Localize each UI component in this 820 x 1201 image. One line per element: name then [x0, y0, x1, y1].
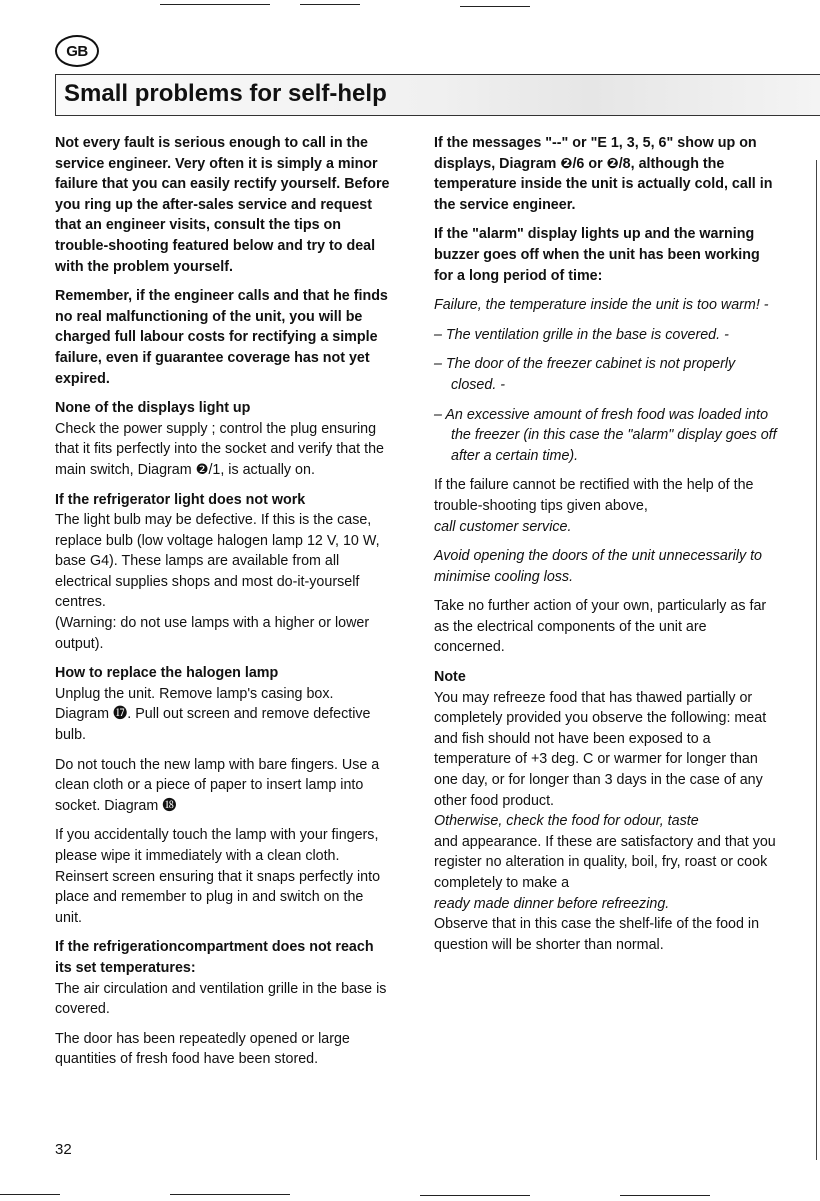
- note-otherwise-rest: and appearance. If these are satisfactory and that you register no alteration in quality, boil, fry, roast or cook completely to make a: [434, 833, 776, 891]
- section-heading: If the refrigerator light does not work: [55, 491, 306, 508]
- page-edge: [816, 160, 817, 1160]
- page-title: Small problems for self-help: [64, 80, 387, 107]
- section-temperature: [55, 937, 390, 1019]
- remember-paragraph: Remember, if the engineer calls and that he finds no real malfunctioning of the unit, you will be charged full labour costs for rectifying a simple failure, even if guarantee coverage has not yet expired.: [55, 288, 388, 387]
- cannot-rectify-text: If the failure cannot be rectified with the help of the trouble-shooting tips given above,: [434, 477, 754, 514]
- section-body: The light bulb may be defective. If this is the case, replace bulb (low voltage halogen lamp 12 V, 10 W, base G4). These lamps are available from all electrical supplies shops and most do-it-yourself centres.: [55, 512, 380, 611]
- page-number: 32: [55, 1141, 72, 1158]
- section-heading: None of the displays light up: [55, 400, 251, 417]
- call-service-text: call customer service.: [434, 518, 572, 535]
- intro-paragraph: Not every fault is serious enough to call in the service engineer. Very often it is simply a minor failure that you can easily rectify yourself. Before you ring up the after-sales service and request that an engineer visits, consult the tips on trouble-shooting featured below and try to deal with the problem yourself.: [55, 135, 390, 275]
- alarm-paragraph: If the "alarm" display lights up and the warning buzzer goes off when the unit has been working for a long period of time:: [434, 226, 760, 284]
- section-body: The air circulation and ventilation grille in the base is covered.: [55, 980, 387, 1018]
- section-body: Check the power supply ; control the plug ensuring that it fits perfectly into the socket and verify that the main switch, Diagram ❷/1, is actually on.: [55, 420, 384, 478]
- section-light: [55, 490, 390, 655]
- scan-line-top: [460, 6, 530, 7]
- scan-line-top: [160, 4, 270, 5]
- section-body: Unplug the unit. Remove lamp's casing box. Diagram ⓱. Pull out screen and remove defective bulb.: [55, 685, 371, 744]
- scan-line-bottom: [170, 1194, 290, 1195]
- note-otherwise: Otherwise, check the food for odour, taste: [434, 813, 699, 830]
- note-observe: Observe that in this case the shelf-life of the food in question will be shorter than normal.: [434, 916, 760, 953]
- touch-paragraph: Do not touch the new lamp with bare fingers. Use a clean cloth or a piece of paper to insert lamp into socket. Diagram ⓲: [55, 756, 380, 814]
- causes-list: [434, 325, 779, 467]
- scan-line-bottom: [0, 1194, 60, 1195]
- scan-line-top: [300, 4, 360, 5]
- door-paragraph: The door has been repeatedly opened or large quantities of fresh food have been stored.: [55, 1030, 350, 1068]
- section-heading: How to replace the halogen lamp: [55, 665, 279, 682]
- language-badge: GB: [55, 35, 99, 67]
- scan-line-bottom: [620, 1195, 710, 1196]
- scan-line-bottom: [420, 1195, 530, 1196]
- title-banner: [55, 74, 820, 116]
- messages-paragraph: If the messages "--" or "E 1, 3, 5, 6" show up on displays, Diagram ❷/6 or ❷/8, although the temperature inside the unit is actually cold, call in the service engineer.: [434, 135, 773, 213]
- note-ready-made: ready made dinner before refreezing.: [434, 895, 670, 912]
- list-item: – The ventilation grille in the base is covered. -: [434, 326, 729, 343]
- avoid-opening-paragraph: Avoid opening the doors of the unit unnecessarily to minimise cooling loss.: [434, 548, 762, 585]
- left-column: [55, 133, 390, 1079]
- note-section: [434, 667, 779, 955]
- list-item: – An excessive amount of fresh food was loaded into the freezer (in this case the "alarm" display goes off after a certain time).: [434, 406, 777, 464]
- accident-paragraph: If you accidentally touch the lamp with your fingers, please wipe it immediately with a clean cloth. Reinsert screen ensuring that it snaps perfectly into place and remember to plug in and switch on the unit.: [55, 827, 381, 926]
- right-column: [434, 133, 779, 955]
- note-heading: Note: [434, 669, 466, 686]
- failure-paragraph: Failure, the temperature inside the unit is too warm! -: [434, 297, 769, 314]
- section-no-displays: [55, 398, 390, 480]
- section-heading: If the refrigerationcompartment does not reach its set temperatures:: [55, 939, 374, 976]
- note-body: You may refreeze food that has thawed partially or completely provided you observe the following: meat and fish should not have been exposed to a temperature of +3 deg. C or warmer for longer than one day, or for longer than 3 days in the case of any other food product.: [434, 689, 767, 809]
- section-replace-lamp: [55, 663, 390, 745]
- list-item: – The door of the freezer cabinet is not properly closed. -: [434, 356, 736, 393]
- warning-text: (Warning: do not use lamps with a higher or lower output).: [55, 615, 370, 652]
- no-further-action-paragraph: Take no further action of your own, particularly as far as the electrical components of the unit are concerned.: [434, 598, 767, 656]
